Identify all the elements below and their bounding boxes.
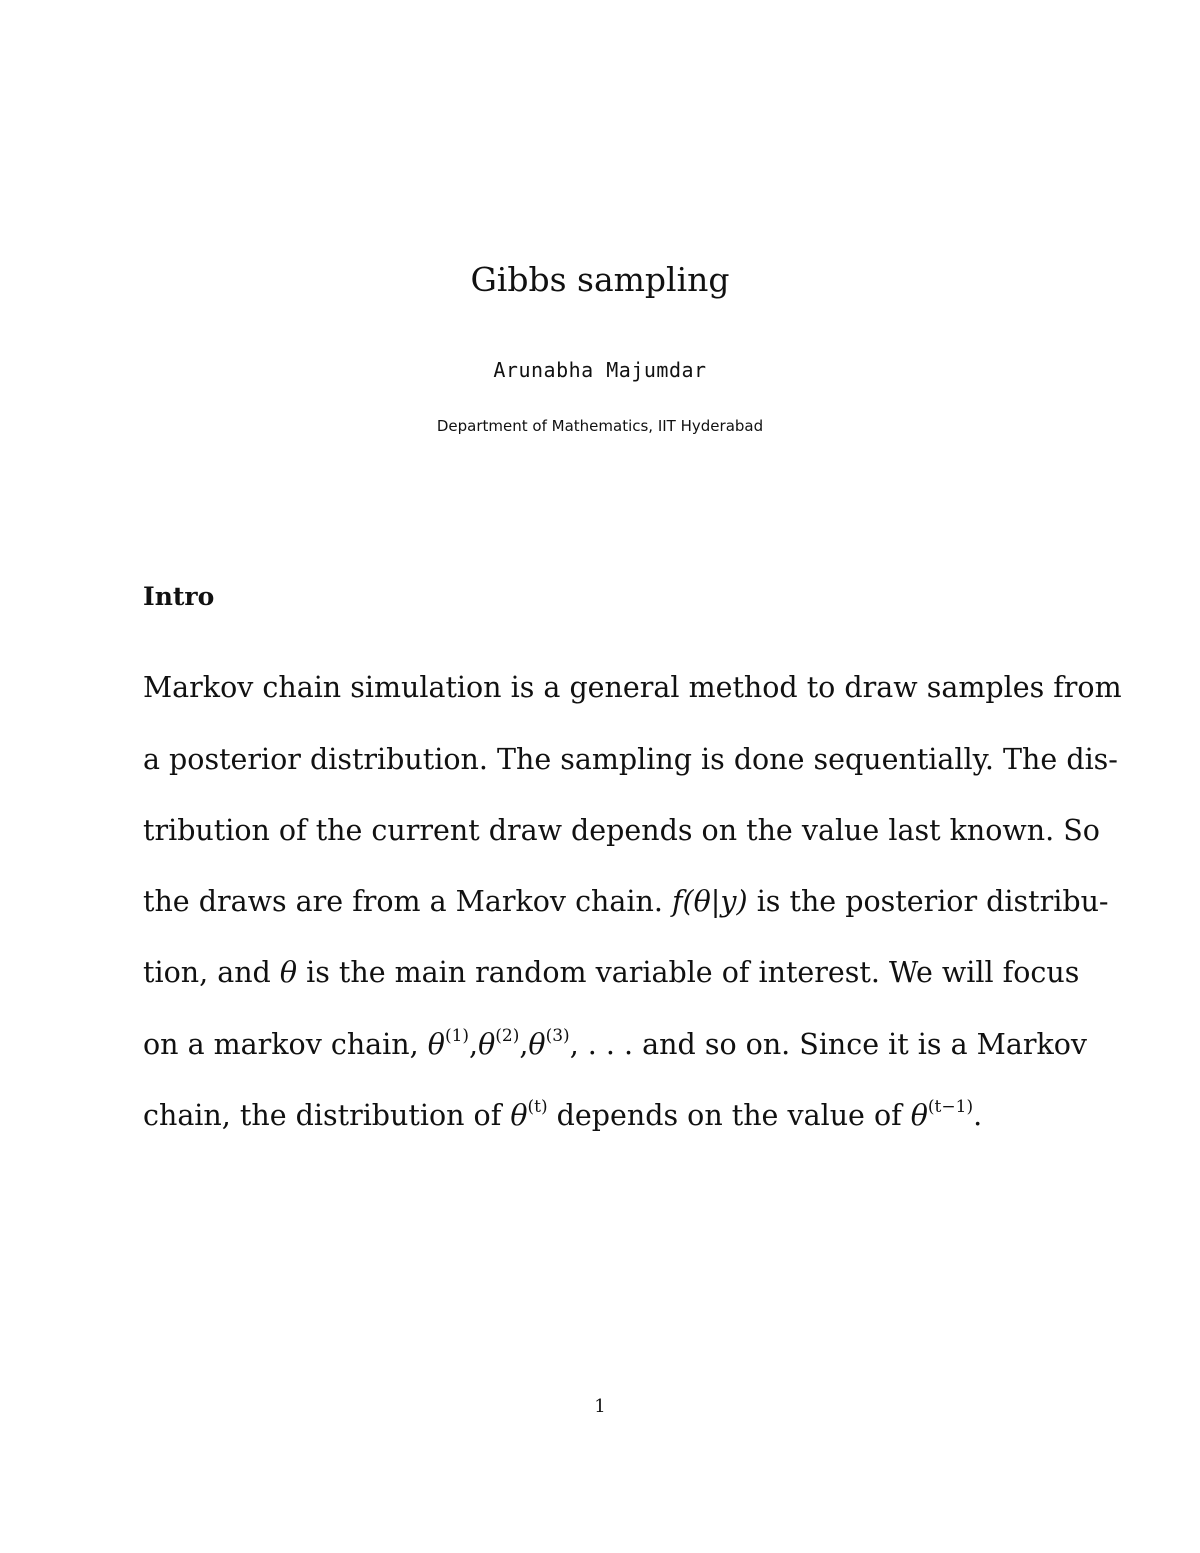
paragraph-line: tribution of the current draw depends on the value last known. So [143,814,1100,847]
text-run: tion, and [143,956,271,989]
paragraph-line [143,1092,1057,1140]
math-theta: θ [510,1099,528,1132]
text-run: the draws are from a Markov chain. [143,885,663,918]
paragraph-line [143,949,1080,997]
math-superscript: (t) [527,1096,548,1117]
math-theta-sequence [427,1025,634,1061]
page-number: 1 [594,1396,606,1417]
author-affiliation: Department of Mathematics, IIT Hyderabad [436,417,764,435]
text-run: depends on the value of [556,1099,902,1132]
math-theta: θ [528,1028,546,1061]
math-theta: θ [478,1028,496,1061]
math-theta: θ [279,956,298,989]
paragraph-line: Markov chain simulation is a general method to draw samples from [143,671,1122,704]
author-name: Arunabha Majumdar [493,358,707,382]
math-posterior: f(θ|y) [671,885,748,918]
math-superscript: (t−1) [927,1096,974,1117]
text-run: chain, the distribution of [143,1099,502,1132]
section-heading: Intro [143,582,215,611]
math-comma: , [469,1028,479,1061]
text-run: . [973,1099,983,1132]
paper-title: Gibbs sampling [470,260,730,299]
text-run: on a markov chain, [143,1028,419,1061]
paragraph-line [143,878,1109,926]
paragraph-line: a posterior distribution. The sampling is done sequentially. The dis- [143,743,1118,776]
math-ellipsis: , . . . [569,1028,634,1061]
math-theta: θ [910,1099,928,1132]
math-comma: , [519,1028,529,1061]
math-theta: θ [427,1028,445,1061]
math-superscript: (1) [444,1025,470,1046]
paragraph-line [143,1021,1087,1069]
text-run: and so on. Since it is a Markov [642,1028,1087,1061]
text-run: is the posterior distribu- [756,885,1109,918]
text-run: is the main random variable of interest. We will focus [306,956,1080,989]
math-superscript: (3) [545,1025,570,1046]
math-superscript: (2) [495,1025,520,1046]
